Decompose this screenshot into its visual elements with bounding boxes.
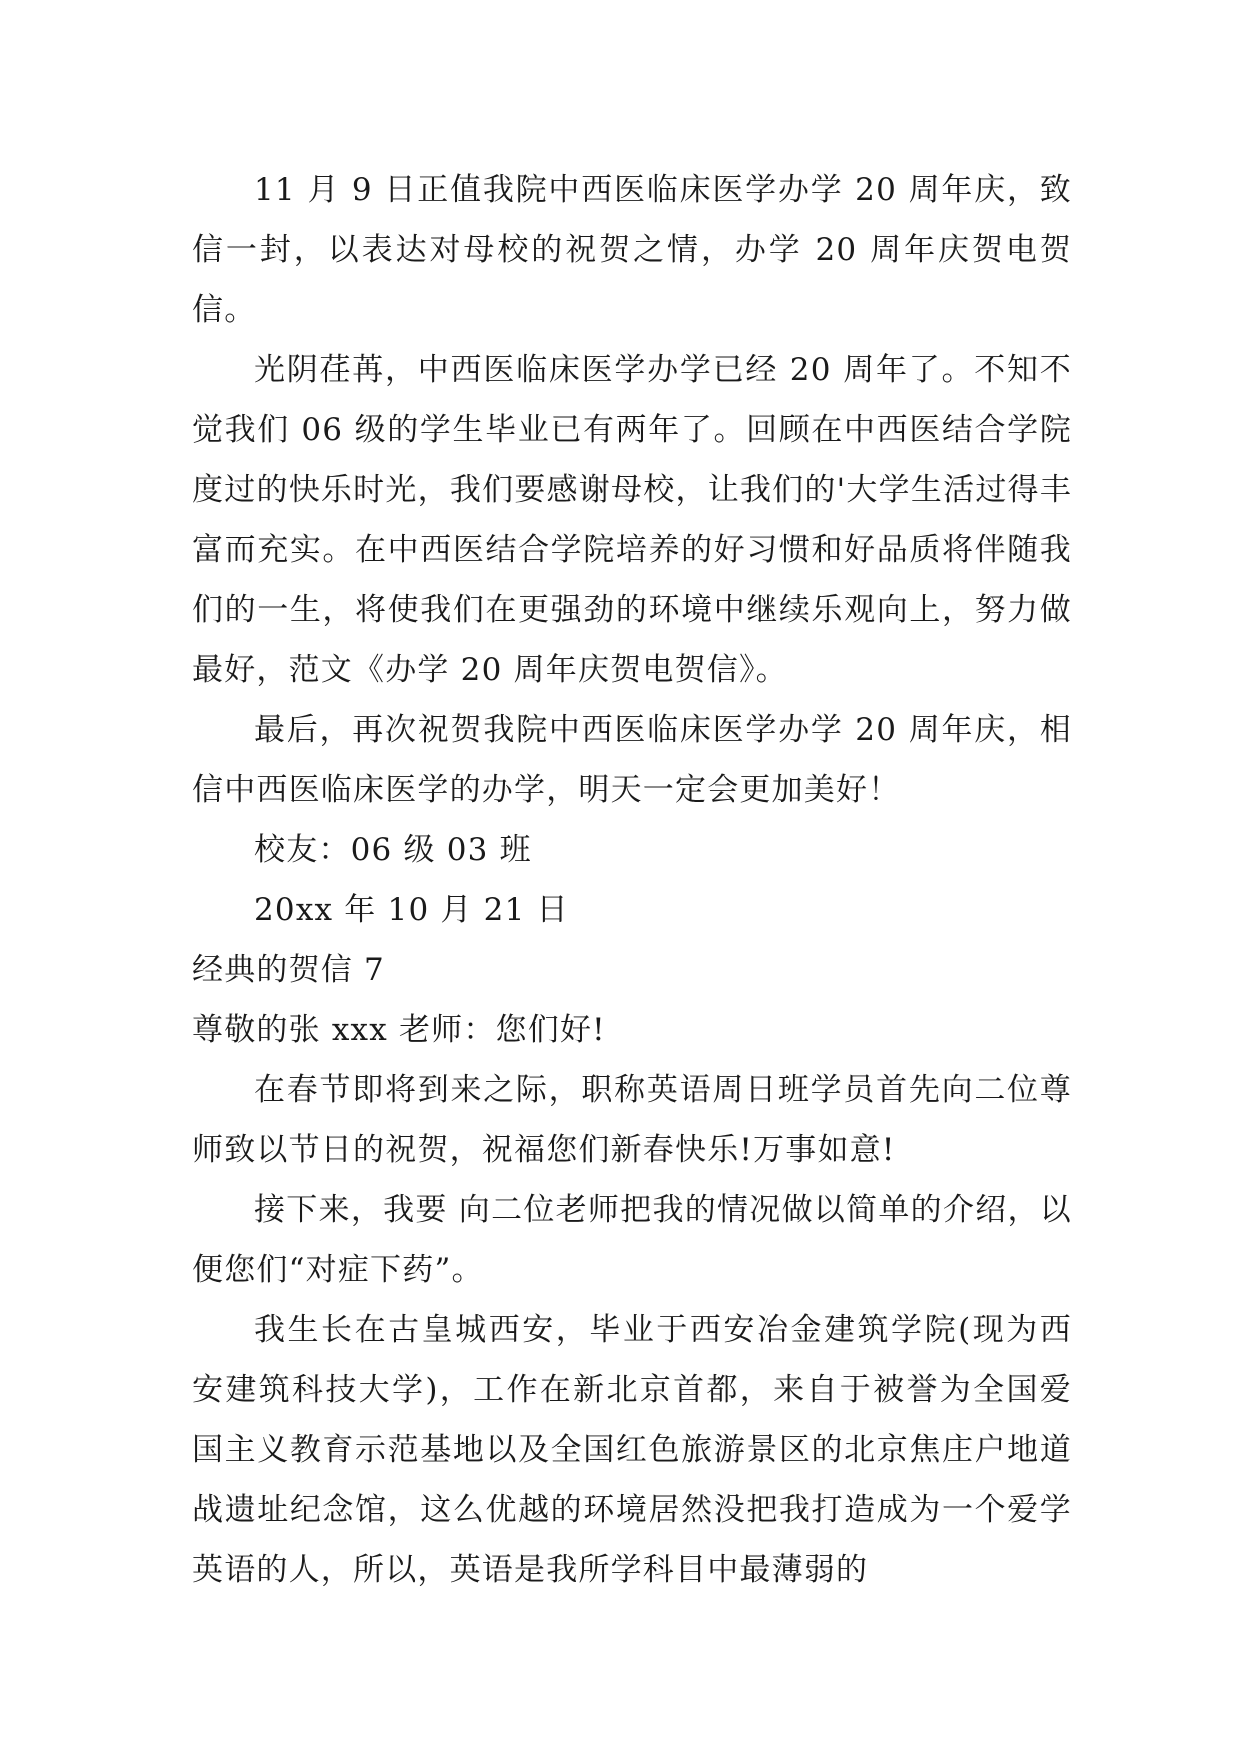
document-body — [192, 160, 1072, 1600]
paragraph-anniversary-intro: 11 月 9 日正值我院中西医临床医学办学 20 周年庆，致信一封，以表达对母校的祝贺之情，办学 20 周年庆贺电贺信。 — [192, 172, 1072, 328]
paragraph-spring-greeting: 在春节即将到来之际，职称英语周日班学员首先向二位尊师致以节日的祝贺，祝福您们新春快乐!万事如意! — [192, 1072, 1072, 1168]
paragraph-introduction: 接下来，我要 向二位老师把我的情况做以简单的介绍，以便您们“对症下药”。 — [192, 1192, 1072, 1288]
section-heading: 经典的贺信 7 — [192, 952, 385, 988]
paragraph-closing-wishes: 最后，再次祝贺我院中西医临床医学办学 20 周年庆，相信中西医临床医学的办学，明天一定会更加美好！ — [192, 712, 1072, 808]
paragraph-memories: 光阴荏苒，中西医临床医学办学已经 20 周年了。不知不觉我们 06 级的学生毕业已有两年了。回顾在中西医结合学院度过的快乐时光，我们要感谢母校，让我们的'大学生活过得丰富而充实。在中西医结合学院培养的好习惯和好品质将伴随我们的一生，将使我们在更强劲的环境中继续乐观向上，努力做最好，范文《办学 20 周年庆贺电贺信》。 — [192, 352, 1072, 688]
signature-date: 20xx 年 10 月 21 日 — [254, 892, 569, 928]
letter-salutation: 尊敬的张 xxx 老师：您们好! — [192, 1012, 606, 1048]
paragraph-background: 我生长在古皇城西安，毕业于西安冶金建筑学院(现为西安建筑科技大学)，工作在新北京首都，来自于被誉为全国爱国主义教育示范基地以及全国红色旅游景区的北京焦庄户地道战遗址纪念馆，这么优越的环境居然没把我打造成为一个爱学英语的人，所以，英语是我所学科目中最薄弱的 — [192, 1312, 1072, 1588]
signature-alumni: 校友：06 级 03 班 — [254, 832, 532, 868]
